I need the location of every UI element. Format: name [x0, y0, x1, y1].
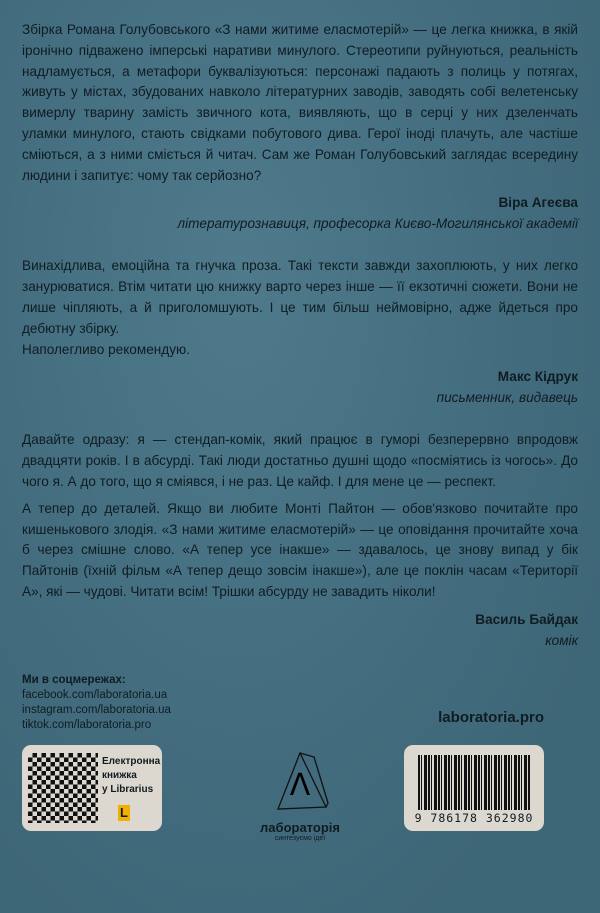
svg-text:Λ: Λ: [289, 767, 311, 803]
footer: [0, 673, 600, 863]
review-2-text: Винахідлива, емоційна та гнучка проза. Такі тексти завжди захоплюють, у них легко занурюватися. Втім читати цю книжку варто через інше — її екзотичні сюжети. Вони не лише чіпляють, а й приголомшують. І це тим більш неймовірно, адже йдеться про дебютну збірку.: [22, 258, 578, 336]
publisher-name: лабораторія: [260, 819, 340, 835]
review-role: комік: [545, 632, 578, 648]
social-title: Ми в соцмережах:: [22, 673, 126, 686]
review-2-text-2: Наполегливо рекомендую.: [22, 341, 190, 357]
instagram-link[interactable]: instagram.com/laboratoria.ua: [22, 703, 171, 716]
review-role: письменник, видавець: [436, 390, 578, 406]
qr-code-icon[interactable]: [28, 753, 98, 823]
social-links: [22, 673, 171, 733]
review-2: [22, 256, 578, 408]
review-3-text: Давайте одразу: я — стендап-комік, який працює в гуморі безперервно впродовж двадцяти років. І в абсурді. Такі люди достатньо душні щодо «посміятись із чогось». До чого я. А до того, що я сміявся, і не раз. Це кайф. І для мене це — респект.: [22, 432, 578, 489]
isbn-number: 9 786178 362980: [414, 810, 534, 825]
ebook-line: книжка: [102, 769, 137, 781]
review-1-signature: [22, 192, 578, 234]
review-author: Василь Байдак: [475, 611, 578, 627]
barcode-icon: [418, 755, 530, 810]
ebook-line: Електронна: [102, 755, 161, 767]
triangle-logo-icon: [270, 749, 330, 815]
barcode-card: [404, 745, 544, 831]
ebook-card: [22, 745, 162, 831]
review-author: Макс Кідрук: [497, 369, 578, 385]
publisher-logo: [238, 749, 362, 842]
review-role: літературознавиця, професорка Києво-Могилянської академії: [177, 216, 578, 232]
review-2-signature: [22, 366, 578, 408]
review-1-text: Збірка Романа Голубовського «З нами житиме еласмотерій» — це легка книжка, в якій іронічно підважено імперські наративи минулого. Стереотипи руйнуються, реальність надламується, а метафори буквалізуються: персонажі падають з полиць у потягах, живуть у містах, збудованих навколо літературних заводів, заводять собі велетенську вимерлу тварину замість звичного кота, виявляють, що в серці у них дзеленчать уламки минулого, стають свідками побутового дива. Герої іноді плачуть, але частіше сміються, а з ними сміється й читач. Сам же Роман Голубовський заглядає всередину людини і запитує: чому так серйозно?: [22, 22, 578, 183]
website-link[interactable]: laboratoria.pro: [438, 708, 544, 726]
review-3: [22, 430, 578, 650]
librarius-logo-icon: L: [118, 805, 130, 821]
review-1: [22, 20, 578, 234]
ebook-line: у Librarius: [102, 783, 154, 795]
facebook-link[interactable]: facebook.com/laboratoria.ua: [22, 688, 168, 701]
review-3-text-2: А тепер до деталей. Якщо ви любите Монті Пайтон — обов'язково почитайте про кишенькового злодія. «З нами житиме еласмотерій» — це оповідання прочитайте хоча б через смішне слово. «А тепер усе інакше» — здавалось, це знову випад у бік Пайтонів (їхній фільм «А тепер дещо зовсім інакше»), але це поклін часам «Території А», які — чудові. Читати всім! Трішки абсурду не завадить ніколи!: [22, 500, 578, 599]
publisher-tagline: синтезуємо ідеї: [274, 834, 326, 842]
review-author: Віра Агеєва: [498, 195, 578, 211]
tiktok-link[interactable]: tiktok.com/laboratoria.pro: [22, 718, 152, 731]
review-3-signature: [22, 609, 578, 651]
